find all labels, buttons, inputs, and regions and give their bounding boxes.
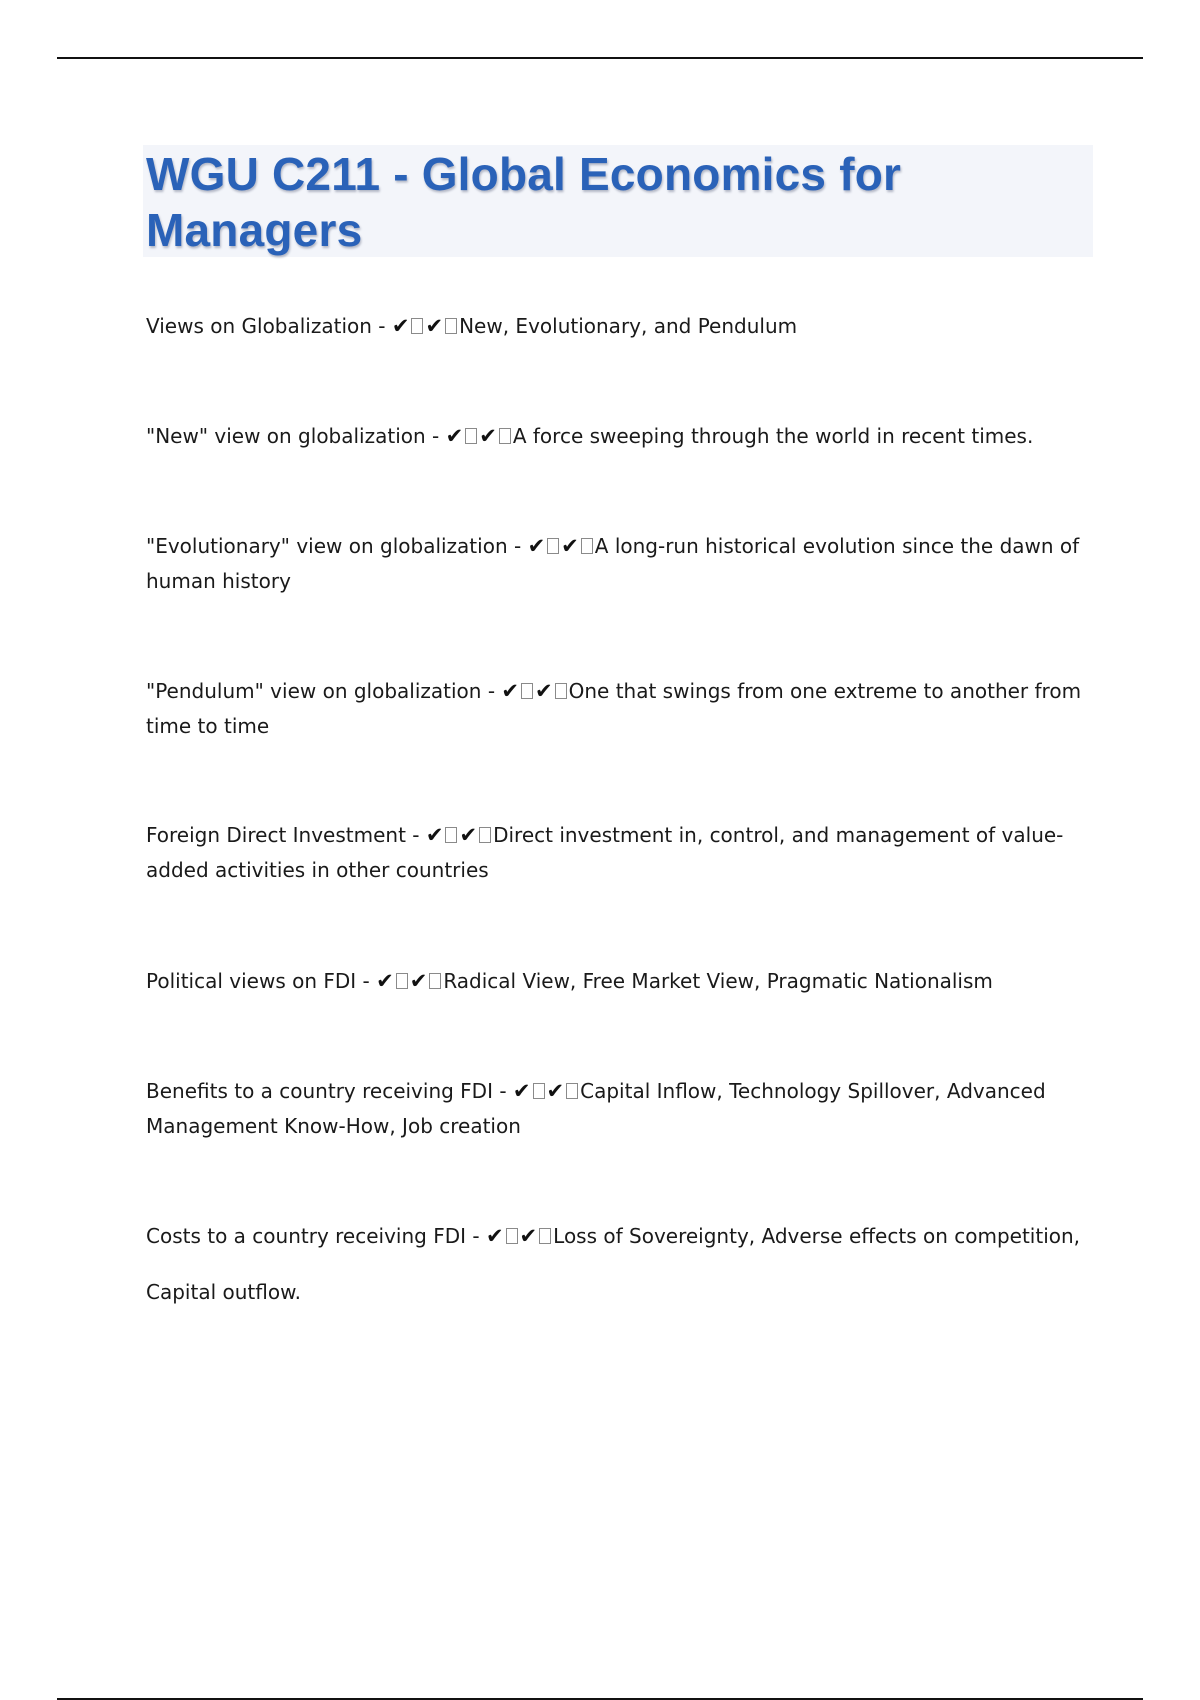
entry-term: "Pendulum" view on globalization (146, 679, 482, 703)
check-icon: ✔ (425, 823, 444, 847)
entry-term: Costs to a country receiving FDI (146, 1224, 466, 1248)
entry-separator: - (356, 969, 377, 993)
entry-term: Benefits to a country receiving FDI (146, 1079, 493, 1103)
entry-separator: - (481, 679, 502, 703)
entry-evolutionary-view (146, 529, 1096, 599)
entry-term: Political views on FDI (146, 969, 357, 993)
check-icon: ✔ (445, 424, 464, 448)
entry-definition: One that swings from one extreme to another from time to time (146, 679, 1082, 738)
missing-glyph-icon (547, 538, 559, 554)
top-rule (57, 57, 1143, 59)
entry-separator: - (405, 823, 426, 847)
entry-costs-fdi (146, 1208, 1096, 1320)
missing-glyph-icon (521, 683, 533, 699)
page-title: WGU C211 - Global Economics for Managers (146, 148, 902, 256)
missing-glyph-icon (566, 1083, 578, 1099)
missing-glyph-icon (429, 973, 441, 989)
entry-political-views-fdi (146, 964, 1096, 999)
check-icon: ✔ (425, 314, 444, 338)
entry-separator: - (425, 424, 446, 448)
check-icon: ✔ (479, 424, 497, 448)
check-icon: ✔ (459, 823, 478, 847)
missing-glyph-icon (411, 318, 423, 334)
entry-term: Views on Globalization (146, 314, 372, 338)
entry-benefits-fdi (146, 1074, 1096, 1144)
check-icon: ✔ (546, 1079, 565, 1103)
entry-term: "New" view on globalization (146, 424, 426, 448)
entry-term: Foreign Direct Investment (146, 823, 406, 847)
check-icon: ✔ (561, 534, 579, 558)
check-icon: ✔ (501, 679, 520, 703)
entry-pendulum-view (146, 674, 1096, 744)
entry-term: "Evolutionary" view on globalization (146, 534, 508, 558)
missing-glyph-icon (465, 428, 477, 444)
check-icon: ✔ (512, 1079, 531, 1103)
check-icon: ✔ (409, 969, 428, 993)
missing-glyph-icon (539, 1228, 551, 1244)
entry-new-view (146, 419, 1096, 454)
entry-separator: - (492, 1079, 513, 1103)
check-icon: ✔ (535, 679, 553, 703)
entry-definition: A force sweeping through the world in recent times. (512, 424, 1034, 448)
missing-glyph-icon (506, 1228, 518, 1244)
missing-glyph-icon (396, 973, 408, 989)
entry-separator: - (507, 534, 528, 558)
check-icon: ✔ (485, 1224, 504, 1248)
entry-definition: Direct investment in, control, and management of value-added activities in other countries (146, 823, 1064, 882)
missing-glyph-icon (581, 538, 593, 554)
entry-definition: New, Evolutionary, and Pendulum (459, 314, 798, 338)
entry-separator: - (371, 314, 392, 338)
entry-views-on-globalization (146, 309, 1096, 344)
check-icon: ✔ (527, 534, 546, 558)
check-icon: ✔ (376, 969, 394, 993)
entry-definition: Capital Inflow, Technology Spillover, Advanced Management Know-How, Job creation (146, 1079, 1046, 1138)
missing-glyph-icon (479, 827, 491, 843)
entry-definition: Loss of Sovereignty, Adverse effects on competition, Capital outflow. (146, 1224, 1081, 1304)
missing-glyph-icon (533, 1083, 545, 1099)
entry-foreign-direct-investment (146, 818, 1096, 888)
check-icon: ✔ (391, 314, 410, 338)
check-icon: ✔ (519, 1224, 538, 1248)
missing-glyph-icon (445, 827, 457, 843)
missing-glyph-icon (499, 428, 511, 444)
missing-glyph-icon (445, 318, 457, 334)
missing-glyph-icon (555, 683, 567, 699)
entry-definition: Radical View, Free Market View, Pragmatic Nationalism (443, 969, 993, 993)
entry-definition: A long-run historical evolution since the dawn of human history (146, 534, 1080, 593)
entry-separator: - (466, 1224, 486, 1248)
